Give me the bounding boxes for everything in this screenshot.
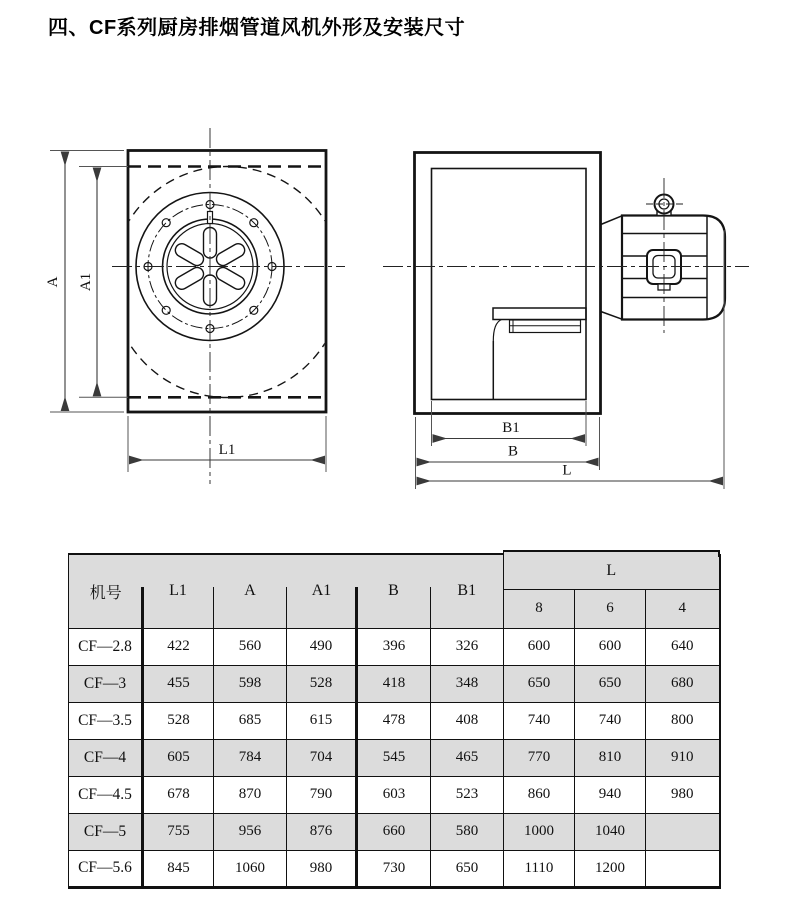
table-row: [69, 776, 720, 813]
table-cell: 845: [143, 850, 214, 887]
col-header: B1: [431, 554, 504, 628]
outlet-damper: [493, 308, 586, 400]
col-header-l-group: L: [504, 554, 720, 589]
model-cell: CF—4.5: [69, 776, 143, 813]
table-cell: 650: [431, 850, 504, 887]
front-view-outline: [112, 151, 343, 413]
table-cell: 980: [287, 850, 357, 887]
dim-b1: [432, 401, 587, 446]
table-cell: 580: [431, 813, 504, 850]
table-cell: 1110: [504, 850, 575, 887]
col-header-pole: 6: [575, 589, 646, 628]
table-cell: 650: [575, 665, 646, 702]
table-body: [69, 628, 720, 887]
dim-b-label: B: [507, 443, 519, 460]
model-cell: CF—2.8: [69, 628, 143, 665]
col-header: B: [357, 554, 431, 628]
table-cell: 660: [357, 813, 431, 850]
table-header: [69, 554, 720, 628]
table-cell: 598: [214, 665, 287, 702]
table-cell: 1040: [575, 813, 646, 850]
table-cell: 910: [646, 739, 720, 776]
table-cell: 560: [214, 628, 287, 665]
table-cell: 740: [575, 702, 646, 739]
table-cell: 600: [575, 628, 646, 665]
col-header: A1: [287, 554, 357, 628]
table-cell: 810: [575, 739, 646, 776]
table-cell: 640: [646, 628, 720, 665]
table-cell: 478: [357, 702, 431, 739]
table-cell: 348: [431, 665, 504, 702]
table-cell: 870: [214, 776, 287, 813]
table-cell: 704: [287, 739, 357, 776]
table-cell: 770: [504, 739, 575, 776]
table-cell: 940: [575, 776, 646, 813]
table-cell: 980: [646, 776, 720, 813]
table-cell: 600: [504, 628, 575, 665]
table-cell: 615: [287, 702, 357, 739]
col-header-model: 机号: [69, 554, 143, 628]
table-cell: 1060: [214, 850, 287, 887]
table-row: [69, 850, 720, 887]
table-cell: 860: [504, 776, 575, 813]
side-view: [383, 153, 749, 490]
table-cell: 790: [287, 776, 357, 813]
casing-outline: [415, 153, 601, 414]
dimension-table: [68, 553, 721, 889]
table-cell: 490: [287, 628, 357, 665]
table-cell: 326: [431, 628, 504, 665]
col-header-pole: 4: [646, 589, 720, 628]
table-cell: 418: [357, 665, 431, 702]
table-row: [69, 702, 720, 739]
table-row: [69, 813, 720, 850]
table-row: [69, 739, 720, 776]
motor: [601, 195, 725, 320]
dim-l-label: L: [562, 462, 572, 479]
model-cell: CF—3.5: [69, 702, 143, 739]
col-header: A: [214, 554, 287, 628]
table-row: [69, 628, 720, 665]
table-cell: 730: [357, 850, 431, 887]
dim-b1-label: B1: [502, 420, 520, 436]
model-cell: CF—4: [69, 739, 143, 776]
col-header: L1: [143, 554, 214, 628]
dim-a-label: A: [45, 276, 61, 288]
table-cell: 876: [287, 813, 357, 850]
table-cell: 740: [504, 702, 575, 739]
col-header-pole: 8: [504, 589, 575, 628]
table-cell: 603: [357, 776, 431, 813]
table-cell: 528: [143, 702, 214, 739]
table-cell: [646, 850, 720, 887]
table-cell: 523: [431, 776, 504, 813]
l-header-top-border: [503, 550, 721, 557]
model-cell: CF—5.6: [69, 850, 143, 887]
dim-a1-label: A1: [78, 272, 94, 292]
table-cell: 1000: [504, 813, 575, 850]
scroll-casing-dashed-circle: [112, 167, 343, 398]
table-cell: 408: [431, 702, 504, 739]
table-cell: 755: [143, 813, 214, 850]
front-view: [45, 128, 345, 484]
table-cell: 528: [287, 665, 357, 702]
dim-l1-label: L1: [218, 442, 236, 458]
table-cell: 1200: [575, 850, 646, 887]
table-cell: 605: [143, 739, 214, 776]
dim-l1: [128, 416, 326, 472]
model-cell: CF—3: [69, 665, 143, 702]
table-cell: 800: [646, 702, 720, 739]
table-cell: 680: [646, 665, 720, 702]
eyebolt-icon: [646, 195, 683, 216]
table-cell: 465: [431, 739, 504, 776]
table-cell: 784: [214, 739, 287, 776]
table-cell: 455: [143, 665, 214, 702]
table-cell: 678: [143, 776, 214, 813]
table-row: [69, 665, 720, 702]
model-cell: CF—5: [69, 813, 143, 850]
table-cell: 396: [357, 628, 431, 665]
table-cell: [646, 813, 720, 850]
table-cell: 545: [357, 739, 431, 776]
table-cell: 650: [504, 665, 575, 702]
table-cell: 422: [143, 628, 214, 665]
table-cell: 685: [214, 702, 287, 739]
page-title: 四、CF系列厨房排烟管道风机外形及安装尺寸: [48, 17, 466, 39]
table-cell: 956: [214, 813, 287, 850]
dim-a1: [78, 167, 128, 398]
